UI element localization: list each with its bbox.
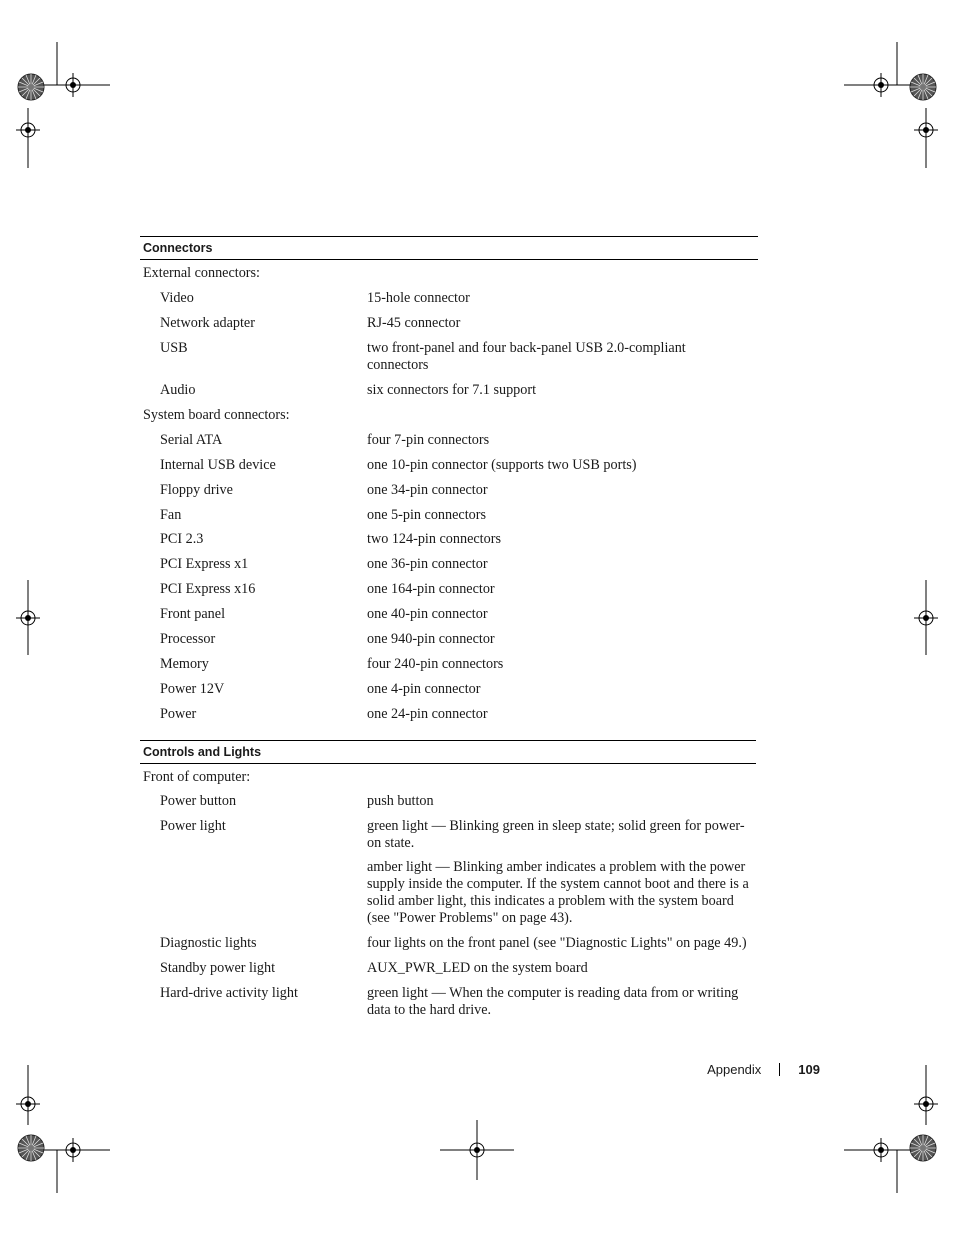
row-value: RJ-45 connector (367, 315, 461, 331)
group-label: External connectors: (143, 265, 260, 281)
table-row (140, 507, 758, 524)
table-row (140, 581, 758, 598)
row-value: two front-panel and four back-panel USB 2.0-compliant connectors (367, 340, 686, 373)
table-row (140, 935, 756, 952)
row-label: Diagnostic lights (160, 935, 257, 951)
footer-section-title: Appendix (707, 1062, 762, 1077)
controls-table (140, 769, 756, 1019)
connectors-section (140, 236, 758, 723)
table-row (140, 656, 758, 673)
section-heading: Connectors (140, 236, 758, 260)
row-label: PCI Express x1 (160, 556, 249, 572)
row-value: one 10-pin connector (supports two USB ports) (367, 457, 637, 473)
row-label: Power button (160, 793, 237, 809)
row-value: AUX_PWR_LED on the system board (367, 960, 588, 976)
group-label: Front of computer: (143, 769, 251, 785)
row-label: Fan (160, 507, 182, 523)
row-label: Power 12V (160, 681, 225, 697)
footer-separator (779, 1063, 780, 1076)
row-value: four lights on the front panel (see "Diagnostic Lights" on page 49.) (367, 935, 747, 951)
row-value: six connectors for 7.1 support (367, 382, 537, 398)
row-label: PCI Express x16 (160, 581, 256, 597)
table-row (140, 556, 758, 573)
row-label: Audio (160, 382, 196, 398)
row-label: Hard-drive activity light (160, 985, 298, 1001)
page-footer (707, 1062, 820, 1077)
table-row (140, 382, 758, 399)
row-label: Floppy drive (160, 482, 233, 498)
connectors-table (140, 265, 758, 723)
row-value: one 24-pin connector (367, 706, 488, 722)
table-row (140, 960, 756, 977)
row-label: Network adapter (160, 315, 255, 331)
table-row (140, 340, 758, 374)
row-value: amber light — Blinking amber indicates a problem with the power supply inside the computer. If the system cannot boot and there is a solid amber light, this indicates a problem with the system board (see "Power Problems" on page 43). (367, 859, 749, 926)
row-label: PCI 2.3 (160, 531, 204, 547)
row-value: one 36-pin connector (367, 556, 488, 572)
row-label: Memory (160, 656, 209, 672)
controls-lights-section (140, 740, 756, 1019)
row-value: one 5-pin connectors (367, 507, 486, 523)
page-number: 109 (798, 1062, 820, 1077)
row-label: Internal USB device (160, 457, 276, 473)
row-value: one 164-pin connector (367, 581, 495, 597)
table-row (140, 859, 756, 927)
row-value: one 4-pin connector (367, 681, 481, 697)
row-value: four 7-pin connectors (367, 432, 490, 448)
row-label: Power (160, 706, 197, 722)
table-row (140, 606, 758, 623)
row-label: USB (160, 340, 188, 356)
row-value: four 240-pin connectors (367, 656, 504, 672)
section-heading: Controls and Lights (140, 740, 756, 764)
table-row (140, 985, 756, 1019)
row-label: Processor (160, 631, 216, 647)
row-value: 15-hole connector (367, 290, 470, 306)
row-value: push button (367, 793, 434, 809)
row-value: one 940-pin connector (367, 631, 495, 647)
row-label: Front panel (160, 606, 226, 622)
table-row (140, 631, 758, 648)
row-value: green light — Blinking green in sleep state; solid green for power-on state. (367, 818, 745, 851)
row-value: two 124-pin connectors (367, 531, 501, 547)
table-row (140, 432, 758, 449)
table-row (140, 818, 756, 852)
table-row (140, 457, 758, 474)
row-label: Power light (160, 818, 226, 834)
row-value: one 40-pin connector (367, 606, 488, 622)
table-row (140, 681, 758, 698)
row-label: Serial ATA (160, 432, 223, 448)
table-row (140, 315, 758, 332)
group-label: System board connectors: (143, 407, 290, 423)
table-row (140, 482, 758, 499)
table-row (140, 531, 758, 548)
row-value: one 34-pin connector (367, 482, 488, 498)
row-label: Standby power light (160, 960, 276, 976)
table-row (140, 290, 758, 307)
table-row (140, 793, 756, 810)
row-label: Video (160, 290, 194, 306)
row-value: green light — When the computer is reading data from or writing data to the hard drive. (367, 985, 739, 1018)
table-row (140, 706, 758, 723)
